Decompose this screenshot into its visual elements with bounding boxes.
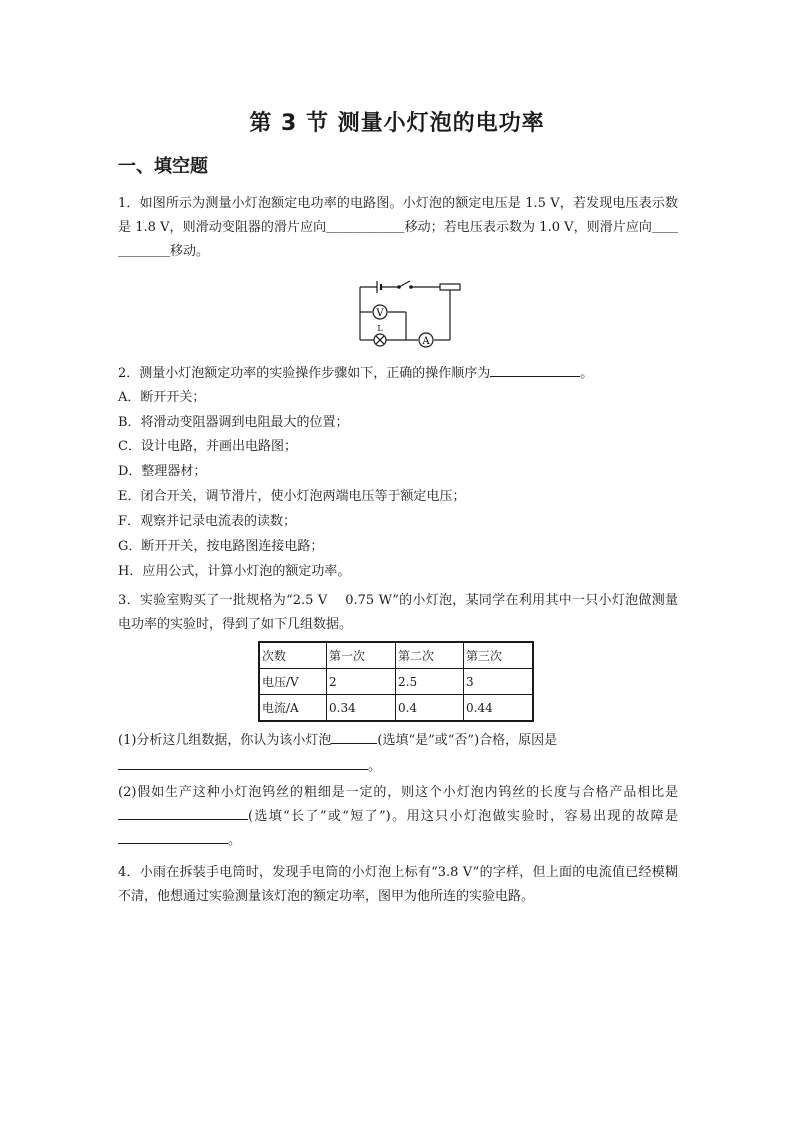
table-cell: 0.44 (464, 695, 534, 722)
q2-option-c: C．设计电路，并画出电路图； (118, 439, 297, 454)
table-header-row (259, 642, 533, 669)
page-title: 第 3 节 测量小灯泡的电功率 (249, 111, 545, 136)
table-cell: 第三次 (464, 642, 534, 669)
table-cell: 0.34 (327, 695, 396, 722)
q3-sub1-text-a: (1)分析这几组数据，你认为该小灯泡 (118, 733, 332, 748)
q3-sub2-end: 。 (228, 833, 242, 848)
q3-sub2-text-b: (选填“长了”或“短了”)。用这只小灯泡做实验时，容易出现的故障是 (248, 809, 678, 824)
q1-blank-1: ＿＿＿＿＿＿ (326, 220, 405, 235)
switch-lever (399, 281, 410, 287)
q3-sub2-blank-1 (118, 805, 248, 820)
q2-option-e: E．闭合开关，调节滑片，使小灯泡两端电压等于额定电压； (118, 489, 466, 504)
q3-sub2 (118, 781, 678, 853)
lamp-label: L (377, 324, 383, 333)
table-cell: 次数 (259, 642, 327, 669)
voltmeter-label: V (376, 308, 384, 319)
question-3-stem: 3．实验室购买了一批规格为“2.5 V 0.75 W”的小灯泡，某同学在利用其中一只小灯泡做测量电功率的实验时，得到了如下几组数据。 (118, 593, 678, 632)
ammeter-label: A (422, 336, 430, 347)
rheostat-icon (440, 284, 460, 290)
q3-sub2-text-a: (2)假如生产这种小灯泡钨丝的粗细是一定的，则这个小灯泡内钨丝的长度与合格产品相比是 (118, 785, 678, 800)
q2-option-f: F．观察并记录电流表的读数； (118, 514, 297, 529)
question-2-stem (118, 362, 593, 386)
table-cell: 第二次 (396, 642, 464, 669)
q2-stem-end: 。 (580, 366, 594, 381)
q3-sub2-blank-2 (118, 829, 228, 844)
table-row (259, 669, 533, 695)
q1-text-part3: 移动。 (170, 244, 210, 259)
q2-option-d: D．整理器材； (118, 464, 207, 479)
q2-option-g: G．断开开关，按电路图连接电路； (118, 539, 324, 554)
q3-sub1-blank-1 (331, 729, 377, 744)
q1-text-part2: 移动；若电压表示数为 1.0 V，则滑片应向 (404, 220, 652, 235)
q1-blank-2: ＿＿＿＿＿＿ (118, 220, 678, 259)
q3-sub1-end: 。 (368, 759, 382, 774)
q2-option-h: H．应用公式，计算小灯泡的额定功率。 (118, 564, 351, 579)
q3-sub1-text-b: (选填“是”或“否”)合格，原因是 (377, 733, 558, 748)
table-cell: 第一次 (327, 642, 396, 669)
q2-stem-text: 2．测量小灯泡额定功率的实验操作步骤如下，正确的操作顺序为 (118, 366, 491, 381)
circuit-diagram (350, 276, 470, 348)
table-row (259, 695, 533, 722)
table-cell: 2 (327, 669, 396, 695)
q3-sub1-line1 (118, 729, 557, 753)
section-heading: 一、填空题 (118, 156, 208, 177)
table-cell: 电流/A (259, 695, 327, 722)
question-1 (118, 192, 678, 264)
q3-sub1-line2 (118, 755, 381, 779)
table-cell: 3 (464, 669, 534, 695)
table-cell: 2.5 (396, 669, 464, 695)
table-cell: 电压/V (259, 669, 327, 695)
q2-answer-blank (490, 362, 580, 377)
table-cell: 0.4 (396, 695, 464, 722)
data-table (258, 641, 534, 722)
question-4: 4．小雨在拆装手电筒时，发现手电筒的小灯泡上标有“3.8 V”的字样，但上面的电流值已经模糊不清，他想通过实验测量该灯泡的额定功率，图甲为他所连的实验电路。 (118, 865, 678, 904)
q1-text-part1: 1．如图所示为测量小灯泡额定电功率的电路图。小灯泡的额定电压是 1.5 V，若发现电压表示数是 1.8 V，则滑动变阻器的滑片应向 (118, 196, 678, 235)
q3-sub1-blank-2 (118, 755, 368, 770)
q2-option-b: B．将滑动变阻器调到电阻最大的位置； (118, 415, 349, 430)
q2-option-a: A．断开开关； (118, 390, 206, 405)
